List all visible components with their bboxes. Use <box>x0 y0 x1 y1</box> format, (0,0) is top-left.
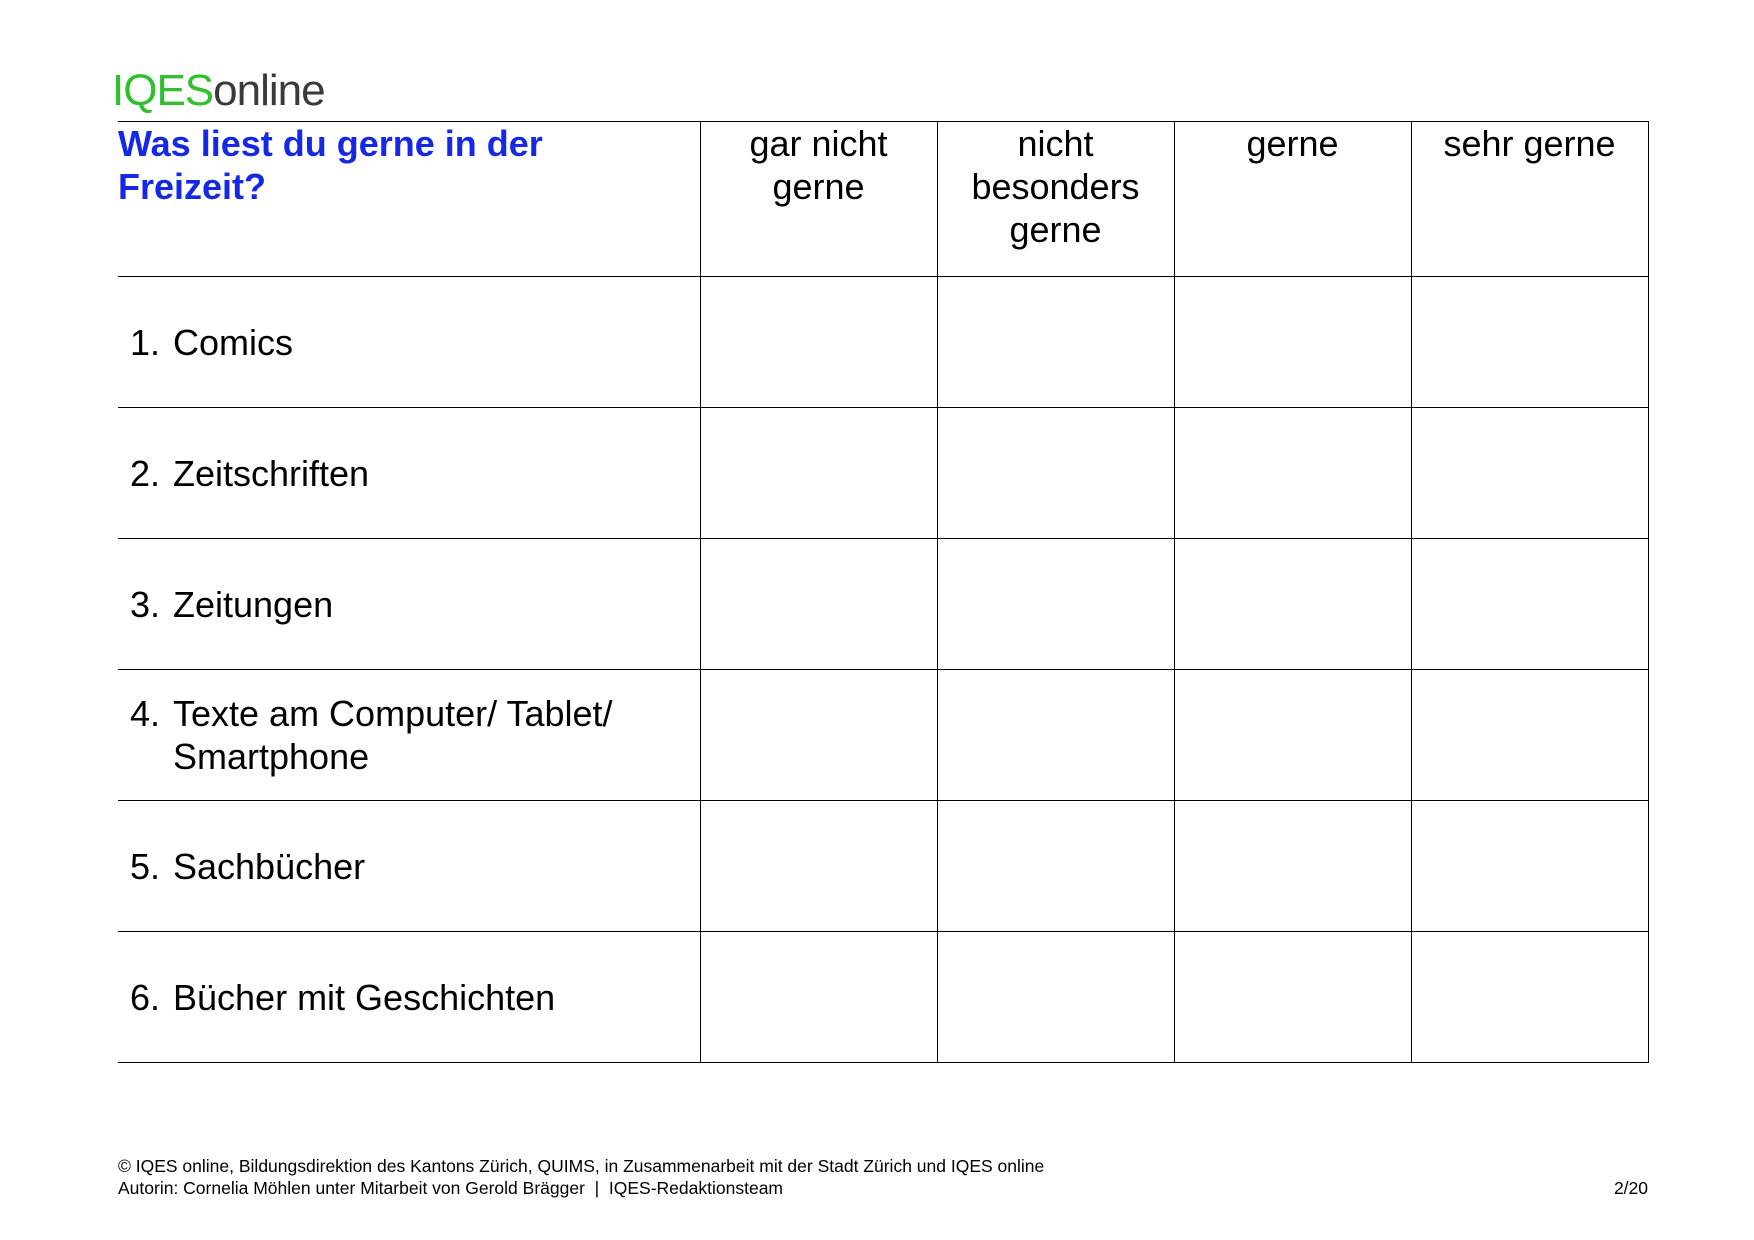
table-row <box>118 277 1648 408</box>
page-footer <box>118 1155 1648 1199</box>
answer-cell-sehr-gerne[interactable] <box>1411 539 1648 670</box>
item-number: 2. <box>130 452 161 494</box>
item-text: Texte am Computer/ Tablet/ Smartphone <box>173 693 613 777</box>
option-header-sehr-gerne: sehr gerne <box>1411 122 1648 277</box>
item-text: Zeitschriften <box>173 452 370 494</box>
footer-author: Autorin: Cornelia Möhlen unter Mitarbeit von Gerold Brägger | IQES-Redaktionsteam <box>118 1178 783 1198</box>
table-row <box>118 801 1648 932</box>
option-header-gar-nicht-gerne: gar nicht gerne <box>700 122 937 277</box>
answer-cell-gar-nicht-gerne[interactable] <box>700 408 937 539</box>
answer-cell-nicht-besonders-gerne[interactable] <box>937 932 1174 1063</box>
iqes-online-logo <box>112 66 325 116</box>
item-number: 1. <box>130 321 161 363</box>
table-row <box>118 670 1648 801</box>
item-label-cell <box>118 408 700 539</box>
item-label-cell <box>118 932 700 1063</box>
answer-cell-gerne[interactable] <box>1174 932 1411 1063</box>
option-header-nicht-besonders-gerne: nicht besonders gerne <box>937 122 1174 277</box>
item-label-cell <box>118 277 700 408</box>
answer-cell-sehr-gerne[interactable] <box>1411 932 1648 1063</box>
item-text: Zeitungen <box>173 583 334 625</box>
item-label-cell <box>118 670 700 801</box>
option-header-gerne: gerne <box>1174 122 1411 277</box>
answer-cell-gar-nicht-gerne[interactable] <box>700 932 937 1063</box>
table-row <box>118 539 1648 670</box>
answer-cell-gar-nicht-gerne[interactable] <box>700 801 937 932</box>
answer-cell-gar-nicht-gerne[interactable] <box>700 277 937 408</box>
item-number: 3. <box>130 583 161 625</box>
answer-cell-sehr-gerne[interactable] <box>1411 408 1648 539</box>
answer-cell-gerne[interactable] <box>1174 408 1411 539</box>
answer-cell-nicht-besonders-gerne[interactable] <box>937 277 1174 408</box>
answer-cell-gar-nicht-gerne[interactable] <box>700 670 937 801</box>
answer-cell-sehr-gerne[interactable] <box>1411 670 1648 801</box>
item-text: Bücher mit Geschichten <box>173 976 556 1018</box>
table-row <box>118 408 1648 539</box>
item-number: 5. <box>130 845 161 887</box>
item-label-cell <box>118 539 700 670</box>
question-title: Was liest du gerne in der Freizeit? <box>118 122 700 277</box>
item-number: 4. <box>130 693 161 734</box>
answer-cell-gar-nicht-gerne[interactable] <box>700 539 937 670</box>
answer-cell-nicht-besonders-gerne[interactable] <box>937 670 1174 801</box>
answer-cell-nicht-besonders-gerne[interactable] <box>937 539 1174 670</box>
footer-copyright: © IQES online, Bildungsdirektion des Kantons Zürich, QUIMS, in Zusammenarbeit mit der Stadt Zürich und IQES online <box>118 1156 1045 1176</box>
answer-cell-gerne[interactable] <box>1174 801 1411 932</box>
table-header-row <box>118 122 1648 277</box>
answer-cell-nicht-besonders-gerne[interactable] <box>937 408 1174 539</box>
item-text: Sachbücher <box>173 845 366 887</box>
answer-cell-gerne[interactable] <box>1174 277 1411 408</box>
item-label-cell <box>118 801 700 932</box>
item-text: Comics <box>173 321 294 363</box>
answer-cell-sehr-gerne[interactable] <box>1411 277 1648 408</box>
answer-cell-gerne[interactable] <box>1174 670 1411 801</box>
reading-survey-table <box>118 121 1649 1063</box>
answer-cell-nicht-besonders-gerne[interactable] <box>937 801 1174 932</box>
answer-cell-sehr-gerne[interactable] <box>1411 801 1648 932</box>
table-row <box>118 932 1648 1063</box>
item-number: 6. <box>130 976 161 1018</box>
logo-suffix: online <box>213 66 325 115</box>
answer-cell-gerne[interactable] <box>1174 539 1411 670</box>
page-number: 2/20 <box>1613 1178 1648 1198</box>
logo-brand: IQES <box>112 66 214 115</box>
